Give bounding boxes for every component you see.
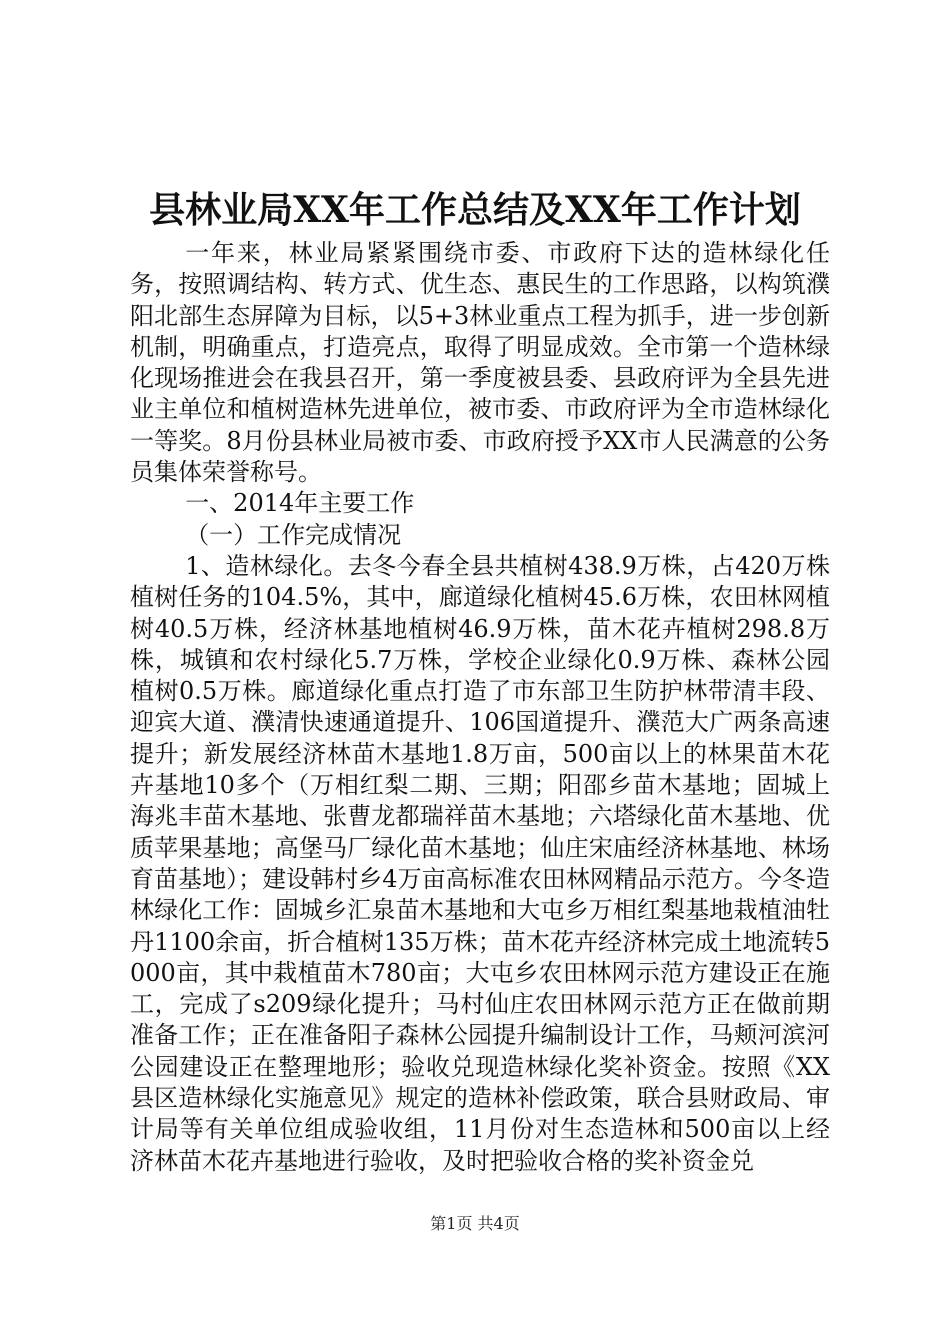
intro-paragraph: 一年来，林业局紧紧围绕市委、市政府下达的造林绿化任务，按照调结构、转方式、优生态、惠民生的工作思路，以构筑濮阳北部生态屏障为目标，以5+3林业重点工程为抓手，进一步创新机制，明确重点，打造亮点，取得了明显成效。全市第一个造林绿化现场推进会在我县召开，第一季度被县委、县政府评为全县先进业主单位和植树造林先进单位，被市委、市政府评为全市造林绿化一等奖。8月份县林业局被市委、市政府授予XX市人民满意的公务员集体荣誉称号。 — [130, 239, 830, 487]
subsection-heading: （一）工作完成情况 — [185, 520, 402, 549]
page-footer: 第1页 共4页 — [430, 1214, 520, 1233]
item-paragraph: 1、造林绿化。去冬今春全县共植树438.9万株，占420万株植树任务的104.5%，其中，廊道绿化植树45.6万株，农田林网植树40.5万株，经济林基地植树46.9万株，苗木花卉植树298.8万株，城镇和农村绿化5.7万株，学校企业绿化0.9万株、森林公园植树0.5万株。廊道绿化重点打造了市东部卫生防护林带清丰段、迎宾大道、濮清快速通道提升、106国道提升、濮范大广两条高速提升；新发展经济林苗木基地1.8万亩，500亩以上的林果苗木花卉基地10多个（万相红梨二期、三期；阳邵乡苗木基地；固城上海兆丰苗木基地、张曹龙都瑞祥苗木基地；六塔绿化苗木基地、优质苹果基地；高堡马厂绿化苗木基地；仙庄宋庙经济林基地、林场育苗基地）；建设韩村乡4万亩高标准农田林网精品示范方。今冬造林绿化工作：固城乡汇泉苗木基地和大屯乡万相红梨基地栽植油牡丹1100余亩，折合植树135万株；苗木花卉经济林完成土地流转5000亩，其中栽植苗木780亩；大屯乡农田林网示范方建设正在施工，完成了s209绿化提升；马村仙庄农田林网示范方正在做前期准备工作；正在准备阳子森林公园提升编制设计工作，马颊河滨河公园建设正在整理地形；验收兑现造林绿化奖补资金。按照《XX县区造林绿化实施意见》规定的造林补偿政策，联合县财政局、审计局等有关单位组成验收组，11月份对生态造林和500亩以上经济林苗木花卉基地进行验收，及时把验收合格的奖补资金兑 — [130, 551, 830, 1175]
document-body — [130, 238, 830, 1177]
document-title: 县林业局XX年工作总结及XX年工作计划 — [149, 189, 801, 231]
section-heading: 一、2014年主要工作 — [185, 489, 415, 518]
